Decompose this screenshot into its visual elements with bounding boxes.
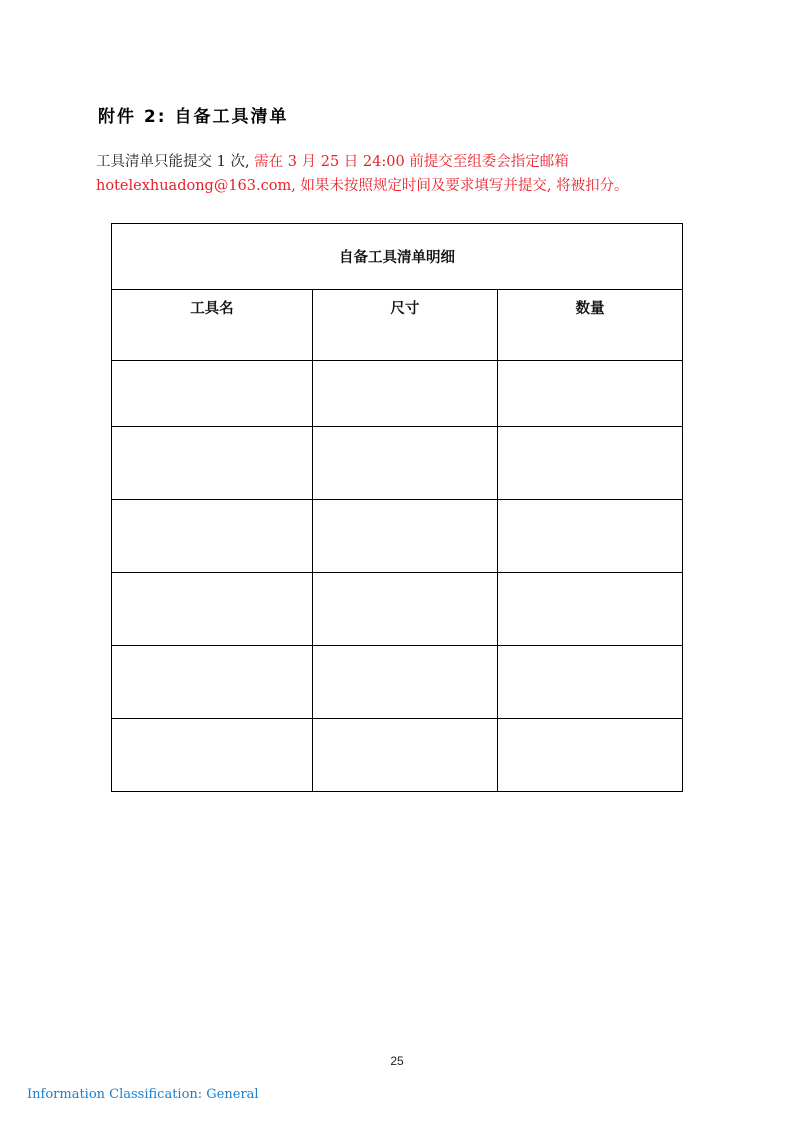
size-cell[interactable] — [312, 719, 497, 792]
quantity-cell[interactable] — [497, 361, 682, 427]
quantity-cell[interactable] — [497, 500, 682, 573]
table-row — [112, 427, 683, 500]
deadline-text: 需在 3 月 25 日 24:00 前提交至组委会指定邮箱 — [254, 154, 569, 170]
table-row — [112, 719, 683, 792]
size-cell[interactable] — [312, 573, 497, 646]
quantity-cell[interactable] — [497, 573, 682, 646]
page-heading: 附件 2: 自备工具清单 — [98, 107, 289, 127]
column-header-size: 尺寸 — [312, 290, 497, 361]
table-row — [112, 500, 683, 573]
column-header-quantity: 数量 — [497, 290, 682, 361]
page-number: 25 — [390, 1054, 404, 1068]
quantity-cell[interactable] — [497, 719, 682, 792]
size-cell[interactable] — [312, 500, 497, 573]
tool-name-cell[interactable] — [112, 719, 313, 792]
instruction-paragraph — [96, 150, 696, 198]
email-penalty-text: hotelexhuadong@163.com, 如果未按照规定时间及要求填写并提交, 将被扣分。 — [96, 178, 629, 194]
instruction-text: 工具清单只能提交 1 次, — [96, 154, 250, 170]
tool-name-cell[interactable] — [112, 500, 313, 573]
classification-label: Information Classification: General — [27, 1087, 259, 1102]
column-header-tool-name: 工具名 — [112, 290, 313, 361]
size-cell[interactable] — [312, 361, 497, 427]
size-cell[interactable] — [312, 646, 497, 719]
table-row — [112, 361, 683, 427]
table-row — [112, 646, 683, 719]
table-row — [112, 573, 683, 646]
table-title: 自备工具清单明细 — [112, 224, 683, 290]
tool-name-cell[interactable] — [112, 573, 313, 646]
tool-name-cell[interactable] — [112, 646, 313, 719]
tool-list-table — [111, 223, 683, 792]
tool-name-cell[interactable] — [112, 361, 313, 427]
quantity-cell[interactable] — [497, 646, 682, 719]
tool-name-cell[interactable] — [112, 427, 313, 500]
quantity-cell[interactable] — [497, 427, 682, 500]
size-cell[interactable] — [312, 427, 497, 500]
